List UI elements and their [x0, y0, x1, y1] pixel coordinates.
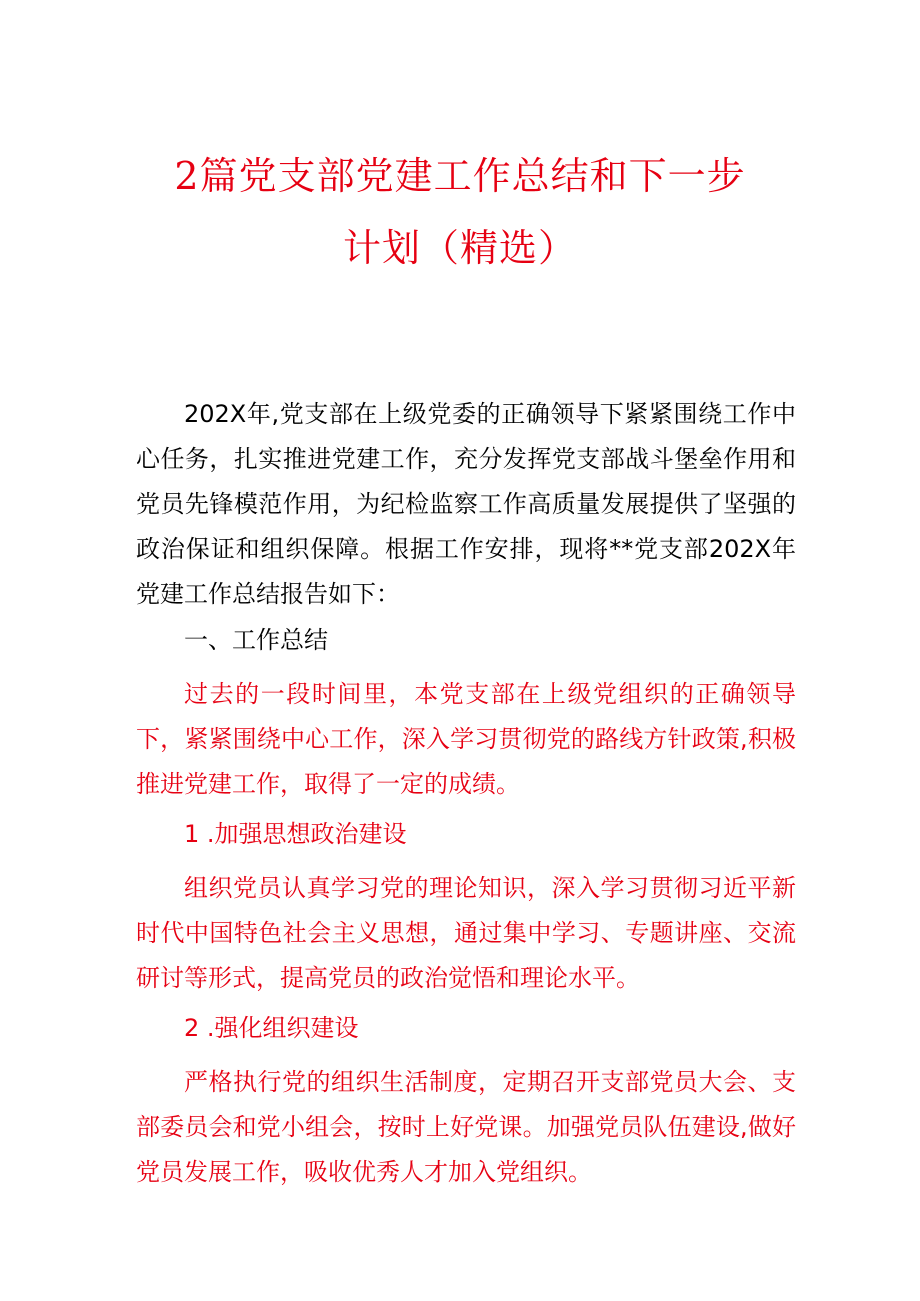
item1-heading: 1 .加强思想政治建设	[184, 820, 407, 848]
item2-heading: 2 .强化组织建设	[184, 1014, 359, 1042]
intro-paragraph: 202X年,党支部在上级党委的正确领导下紧紧围绕工作中心任务，扎实推进党建工作，充分发挥党支部战斗堡垒作用和党员先锋模范作用，为纪检监察工作高质量发展提供了坚强的政治保证和组织保障。根据工作安排，现将**党支部202X年党建工作总结报告如下：	[136, 400, 796, 608]
item1-paragraph: 组织党员认真学习党的理论知识，深入学习贯彻习近平新时代中国特色社会主义思想，通过集中学习、专题讲座、交流研讨等形式，提高党员的政治觉悟和理论水平。	[136, 874, 796, 992]
past-period-paragraph: 过去的一段时间里，本党支部在上级党组织的正确领导下，紧紧围绕中心工作，深入学习贯彻党的路线方针政策,积极推进党建工作，取得了一定的成绩。	[136, 680, 796, 798]
section-heading-work-summary: 一、工作总结	[184, 626, 328, 654]
item2-paragraph: 严格执行党的组织生活制度，定期召开支部党员大会、支部委员会和党小组会，按时上好党课。加强党员队伍建设,做好党员发展工作，吸收优秀人才加入党组织。	[136, 1068, 796, 1186]
document-title-line2: 计划（精选）	[342, 226, 577, 270]
document-title-line1: 2篇党支部党建工作总结和下一步	[174, 154, 746, 198]
